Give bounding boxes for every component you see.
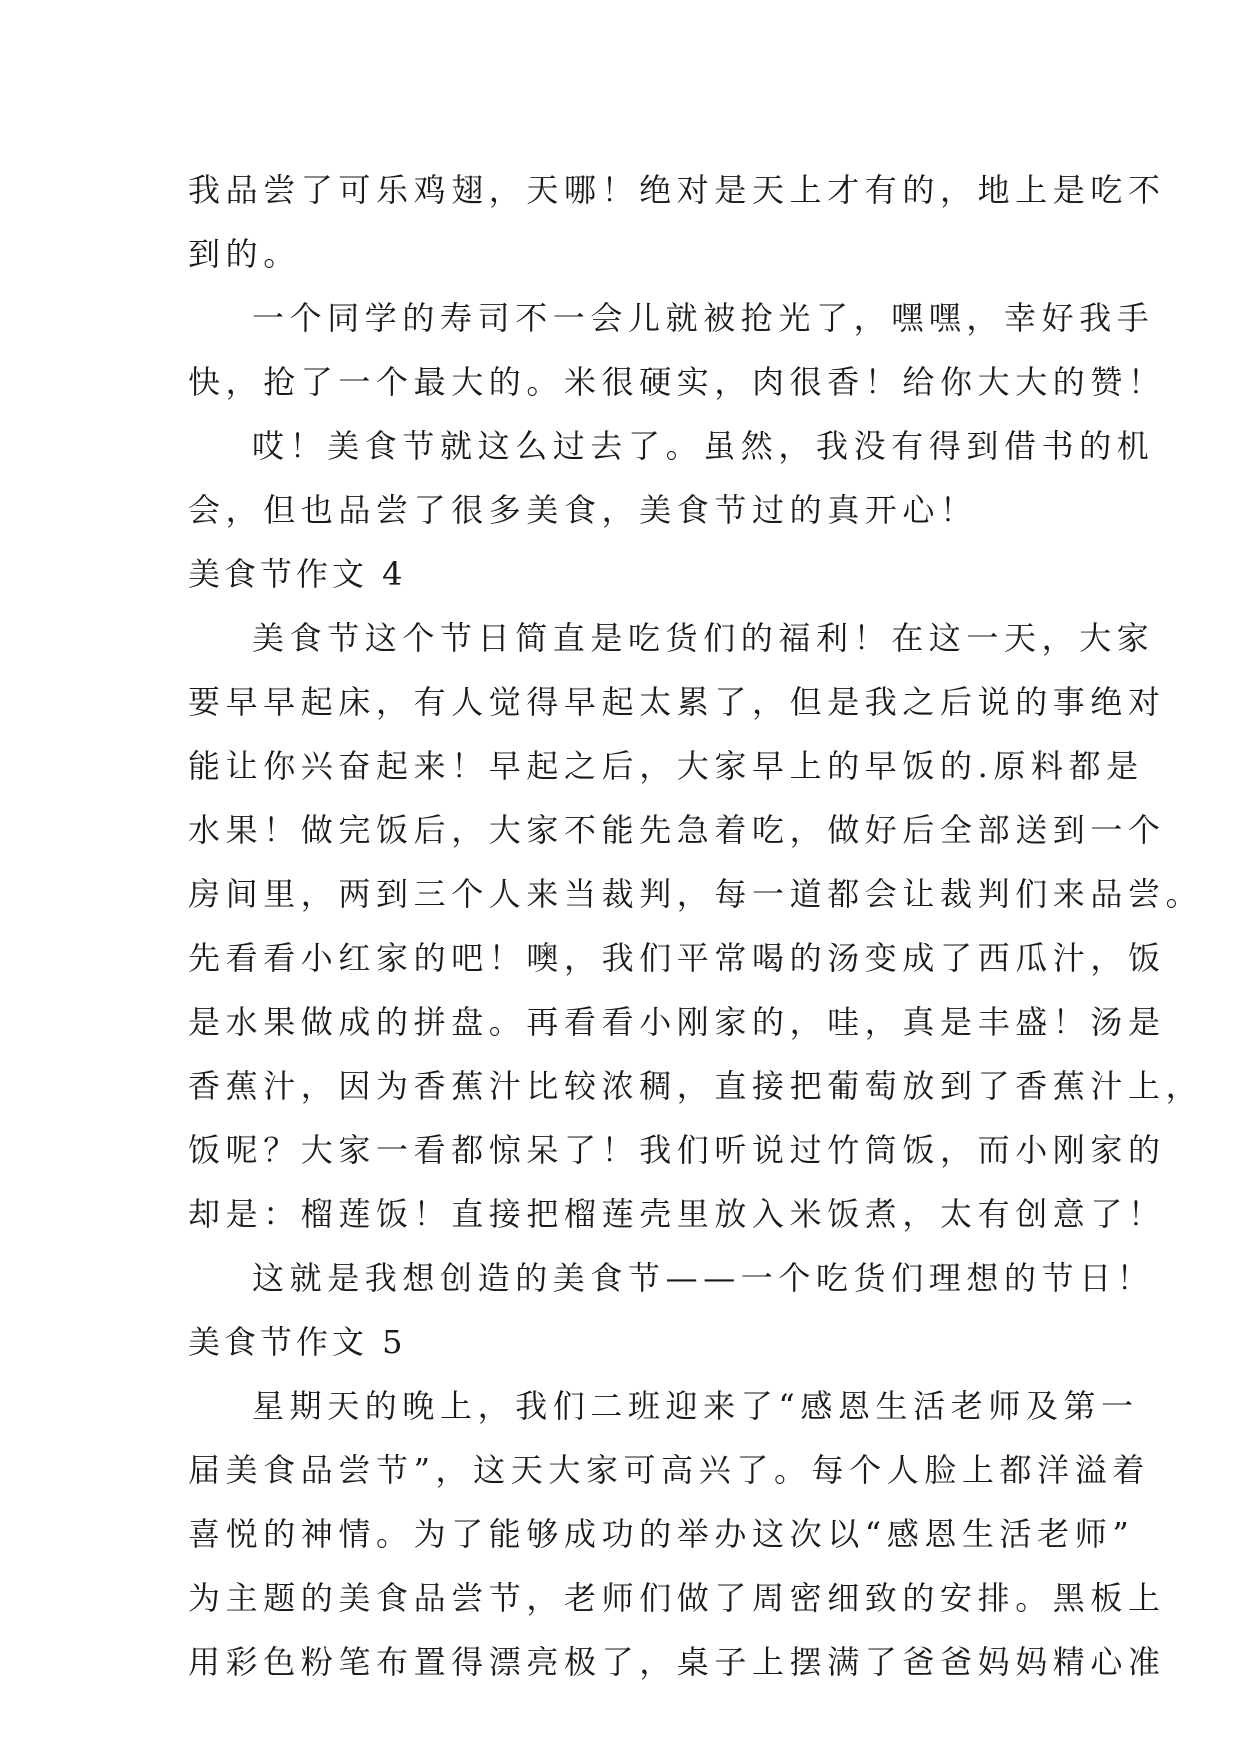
text-line: 快，抢了一个最大的。米很硬实，肉很香！给你大大的赞！ bbox=[188, 363, 1166, 401]
text-line: 我品尝了可乐鸡翅，天哪！绝对是天上才有的，地上是吃不 bbox=[188, 171, 1166, 209]
text-line: 是水果做成的拼盘。再看看小刚家的，哇，真是丰盛！汤是 bbox=[188, 1003, 1166, 1041]
text-line: 香蕉汁，因为香蕉汁比较浓稠，直接把葡萄放到了香蕉汁上， bbox=[188, 1067, 1204, 1105]
section-heading: 美食节作文 4 bbox=[188, 555, 407, 593]
paragraph-start: 星期天的晚上，我们二班迎来了“感恩生活老师及第一 bbox=[252, 1387, 1139, 1425]
text-line: 到的。 bbox=[188, 235, 301, 273]
paragraph-start: 哎！美食节就这么过去了。虽然，我没有得到借书的机 bbox=[252, 427, 1155, 465]
text-line: 饭呢？大家一看都惊呆了！我们听说过竹筒饭，而小刚家的 bbox=[188, 1131, 1166, 1169]
text-line: 要早早起床，有人觉得早起太累了，但是我之后说的事绝对 bbox=[188, 683, 1166, 721]
text-line: 先看看小红家的吧！噢，我们平常喝的汤变成了西瓜汁，饭 bbox=[188, 939, 1166, 977]
text-line: 届美食品尝节”，这天大家可高兴了。每个人脸上都洋溢着 bbox=[188, 1451, 1150, 1489]
text-line: 水果！做完饭后，大家不能先急着吃，做好后全部送到一个 bbox=[188, 811, 1166, 849]
text-line: 为主题的美食品尝节，老师们做了周密细致的安排。黑板上 bbox=[188, 1579, 1166, 1617]
text-line: 房间里，两到三个人来当裁判，每一道都会让裁判们来品尝。 bbox=[188, 875, 1204, 913]
text-line: 用彩色粉笔布置得漂亮极了，桌子上摆满了爸爸妈妈精心准 bbox=[188, 1643, 1166, 1681]
text-line: 会，但也品尝了很多美食，美食节过的真开心！ bbox=[188, 491, 978, 529]
text-line: 能让你兴奋起来！早起之后，大家早上的早饭的.原料都是 bbox=[188, 747, 1144, 785]
section-heading: 美食节作文 5 bbox=[188, 1323, 407, 1361]
document-page bbox=[188, 158, 1204, 1694]
paragraph-start: 美食节这个节日简直是吃货们的福利！在这一天，大家 bbox=[252, 619, 1155, 657]
paragraph-start: 一个同学的寿司不一会儿就被抢光了，嘿嘿，幸好我手 bbox=[252, 299, 1155, 337]
paragraph-start: 这就是我想创造的美食节——一个吃货们理想的节日！ bbox=[252, 1259, 1155, 1297]
text-line: 喜悦的神情。为了能够成功的举办这次以“感恩生活老师” bbox=[188, 1515, 1135, 1553]
text-line: 却是：榴莲饭！直接把榴莲壳里放入米饭煮，太有创意了！ bbox=[188, 1195, 1166, 1233]
